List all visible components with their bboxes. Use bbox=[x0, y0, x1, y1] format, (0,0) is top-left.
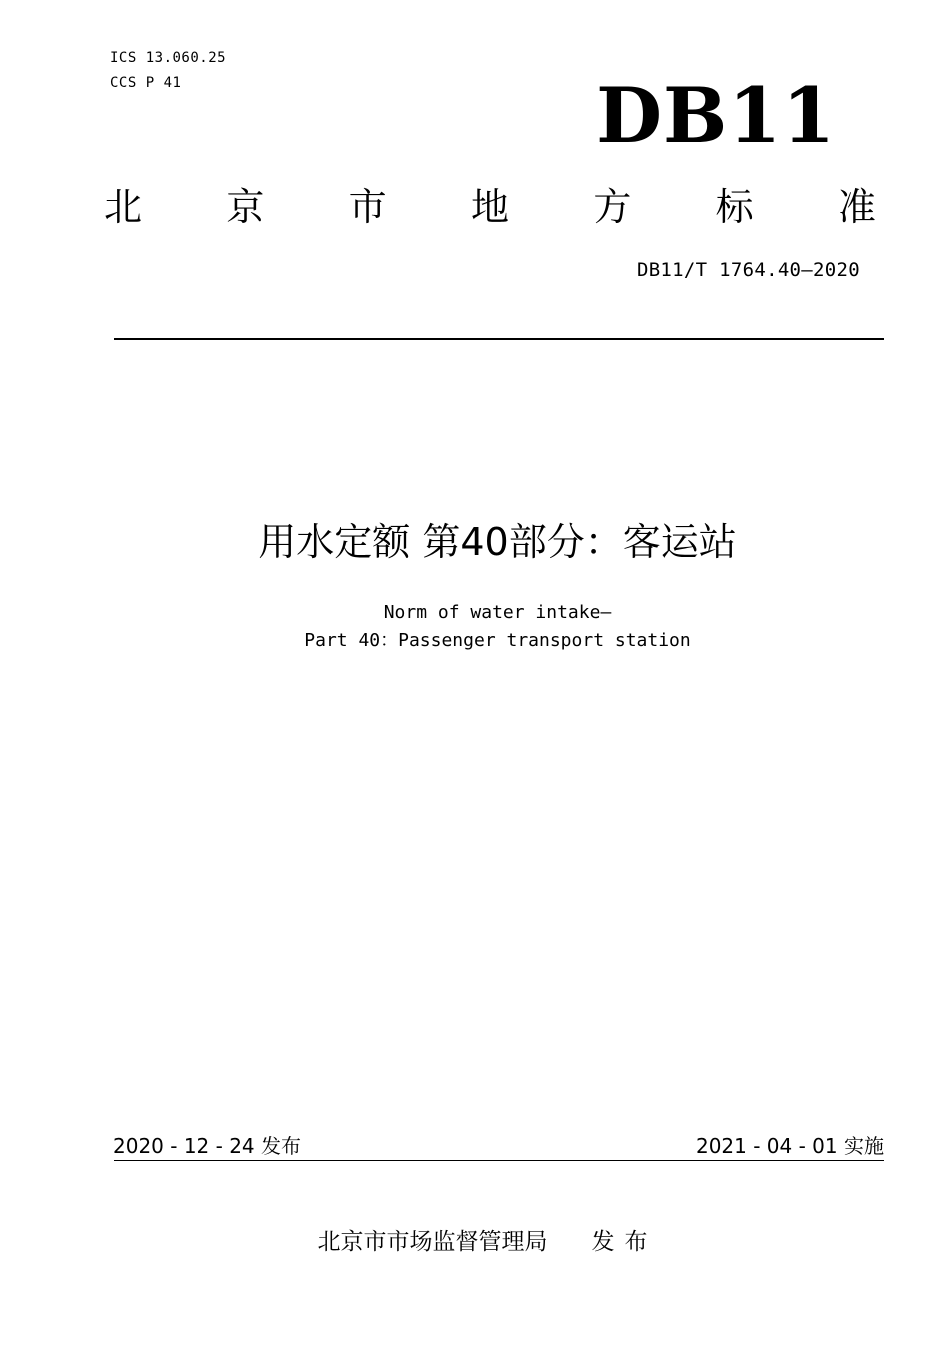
standard-type-char: 方 bbox=[593, 185, 632, 229]
standard-number: DB11/T 1764.40—2020 bbox=[636, 259, 860, 281]
standard-type-char: 市 bbox=[348, 185, 387, 229]
issuer-action: 发布 bbox=[591, 1229, 658, 1255]
title-english-line1: Norm of water intake— bbox=[383, 602, 612, 623]
ics-code: ICS 13.060.25 bbox=[110, 50, 227, 66]
standard-type-heading bbox=[104, 183, 876, 231]
issue-date: 2020 - 12 - 24 发布 bbox=[113, 1134, 302, 1158]
issuer-line bbox=[0, 1226, 950, 1258]
ccs-code: CCS P 41 bbox=[110, 75, 182, 91]
bottom-divider bbox=[114, 1160, 884, 1161]
title-english-line2: Part 40：Passenger transport station bbox=[304, 630, 691, 651]
top-divider bbox=[114, 338, 884, 340]
db11-logo: DB11 bbox=[596, 71, 836, 160]
standard-type-char: 京 bbox=[226, 185, 265, 229]
implementation-date: 2021 - 04 - 01 实施 bbox=[695, 1134, 884, 1158]
standard-type-char: 准 bbox=[837, 185, 876, 229]
standard-type-char: 地 bbox=[470, 185, 509, 229]
standard-type-char: 标 bbox=[715, 185, 754, 229]
issuer-name: 北京市市场监督管理局 bbox=[317, 1229, 548, 1255]
standard-type-char: 北 bbox=[104, 185, 143, 229]
title-chinese: 用水定额 第40部分：客运站 bbox=[258, 520, 737, 564]
